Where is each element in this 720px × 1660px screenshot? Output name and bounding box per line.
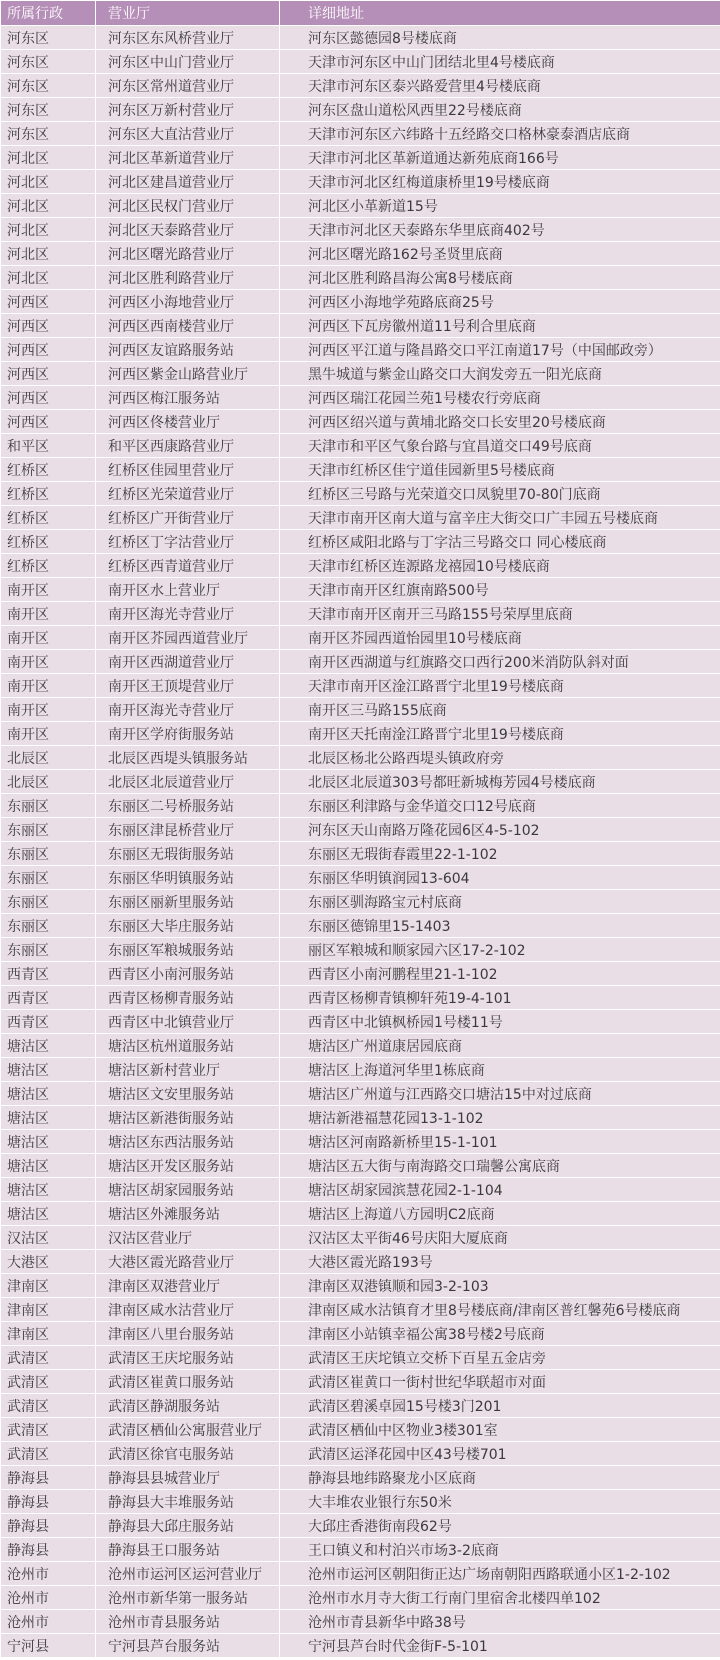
- table-row: [1, 1466, 720, 1490]
- cell-address: 天津市河东区泰兴路爱营里4号楼底商: [280, 74, 720, 98]
- cell-hall: 武清区栖仙公寓服营业厅: [96, 1418, 280, 1442]
- table-row: [1, 1394, 720, 1418]
- cell-district: 南开区: [1, 650, 96, 674]
- cell-hall: 河东区常州道营业厅: [96, 74, 280, 98]
- cell-address: 沧州市运河区朝阳街正达广场南朝阳西路联通小区1-2-102: [280, 1562, 720, 1586]
- cell-address: 沧州市水月寺大街工行南门里宿舍北楼四单102: [280, 1586, 720, 1610]
- cell-hall: 北辰区北辰道营业厅: [96, 770, 280, 794]
- cell-district: 塘沽区: [1, 1034, 96, 1058]
- table-row: [1, 1010, 720, 1034]
- table-row: [1, 506, 720, 530]
- cell-district: 东丽区: [1, 890, 96, 914]
- cell-district: 东丽区: [1, 938, 96, 962]
- table-row: [1, 26, 720, 50]
- cell-address: 塘沽区五大街与南海路交口瑞馨公寓底商: [280, 1154, 720, 1178]
- table-row: [1, 434, 720, 458]
- table-row: [1, 1586, 720, 1610]
- cell-hall: 南开区海光寺营业厅: [96, 698, 280, 722]
- cell-hall: 塘沽区开发区服务站: [96, 1154, 280, 1178]
- table-row: [1, 1154, 720, 1178]
- cell-address: 汉沽区太平街46号庆阳大厦底商: [280, 1226, 720, 1250]
- cell-hall: 河北区曙光路营业厅: [96, 242, 280, 266]
- cell-hall: 塘沽区外滩服务站: [96, 1202, 280, 1226]
- cell-hall: 和平区西康路营业厅: [96, 434, 280, 458]
- cell-district: 西青区: [1, 986, 96, 1010]
- table-row: [1, 1442, 720, 1466]
- table-row: [1, 98, 720, 122]
- cell-hall: 武清区静湖服务站: [96, 1394, 280, 1418]
- cell-hall: 大港区霞光路营业厅: [96, 1250, 280, 1274]
- cell-address: 宁河县芦台时代金街F-5-101: [280, 1634, 720, 1658]
- cell-address: 天津市南开区淦江路晋宁北里19号楼底商: [280, 674, 720, 698]
- cell-hall: 南开区海光寺营业厅: [96, 602, 280, 626]
- cell-district: 红桥区: [1, 506, 96, 530]
- table-row: [1, 866, 720, 890]
- cell-district: 河东区: [1, 122, 96, 146]
- cell-hall: 北辰区西堤头镇服务站: [96, 746, 280, 770]
- cell-address: 静海县地纬路聚龙小区底商: [280, 1466, 720, 1490]
- table-row: [1, 530, 720, 554]
- table-row: [1, 1034, 720, 1058]
- cell-district: 北辰区: [1, 770, 96, 794]
- cell-district: 河北区: [1, 170, 96, 194]
- cell-hall: 津南区咸水沽营业厅: [96, 1298, 280, 1322]
- cell-hall: 塘沽区新港街服务站: [96, 1106, 280, 1130]
- table-row: [1, 194, 720, 218]
- cell-hall: 津南区八里台服务站: [96, 1322, 280, 1346]
- cell-district: 和平区: [1, 434, 96, 458]
- cell-hall: 红桥区光荣道营业厅: [96, 482, 280, 506]
- cell-address: 东丽区华明镇润园13-604: [280, 866, 720, 890]
- cell-district: 静海县: [1, 1514, 96, 1538]
- table-row: [1, 218, 720, 242]
- cell-district: 塘沽区: [1, 1130, 96, 1154]
- cell-address: 武清区碧溪卓园15号楼3门201: [280, 1394, 720, 1418]
- cell-district: 东丽区: [1, 842, 96, 866]
- cell-hall: 河西区西南楼营业厅: [96, 314, 280, 338]
- table-row: [1, 314, 720, 338]
- table-row: [1, 1514, 720, 1538]
- cell-hall: 河东区东风桥营业厅: [96, 26, 280, 50]
- cell-district: 河东区: [1, 74, 96, 98]
- cell-address: 塘沽区河南路新桥里15-1-101: [280, 1130, 720, 1154]
- cell-hall: 河北区民权门营业厅: [96, 194, 280, 218]
- cell-hall: 塘沽区胡家园服务站: [96, 1178, 280, 1202]
- cell-district: 沧州市: [1, 1610, 96, 1634]
- cell-district: 塘沽区: [1, 1058, 96, 1082]
- cell-district: 东丽区: [1, 914, 96, 938]
- cell-address: 河北区曙光路162号圣贤里底商: [280, 242, 720, 266]
- cell-address: 津南区咸水沽镇育才里8号楼底商/津南区普红馨苑6号楼底商: [280, 1298, 720, 1322]
- table-row: [1, 1178, 720, 1202]
- cell-district: 静海县: [1, 1538, 96, 1562]
- cell-district: 东丽区: [1, 866, 96, 890]
- cell-address: 天津市河北区红梅道康桥里19号楼底商: [280, 170, 720, 194]
- table-row: [1, 458, 720, 482]
- cell-hall: 河西区佟楼营业厅: [96, 410, 280, 434]
- cell-district: 大港区: [1, 1250, 96, 1274]
- cell-district: 武清区: [1, 1370, 96, 1394]
- cell-address: 武清区王庆坨镇立交桥下百星五金店旁: [280, 1346, 720, 1370]
- table-row: [1, 1562, 720, 1586]
- cell-district: 河北区: [1, 218, 96, 242]
- cell-hall: 东丽区华明镇服务站: [96, 866, 280, 890]
- cell-address: 东丽区德锦里15-1403: [280, 914, 720, 938]
- cell-hall: 河西区友谊路服务站: [96, 338, 280, 362]
- cell-district: 南开区: [1, 698, 96, 722]
- header-address: 详细地址: [280, 1, 720, 26]
- cell-district: 津南区: [1, 1298, 96, 1322]
- table-row: [1, 122, 720, 146]
- cell-address: 河西区小海地学苑路底商25号: [280, 290, 720, 314]
- table-row: [1, 146, 720, 170]
- cell-address: 西青区中北镇枫桥园1号楼11号: [280, 1010, 720, 1034]
- table-row: [1, 170, 720, 194]
- cell-address: 津南区小站镇幸福公寓38号楼2号底商: [280, 1322, 720, 1346]
- cell-district: 河西区: [1, 410, 96, 434]
- cell-address: 天津市南开区红旗南路500号: [280, 578, 720, 602]
- cell-address: 塘沽区广州道康居园底商: [280, 1034, 720, 1058]
- table-row: [1, 338, 720, 362]
- cell-hall: 静海县王口服务站: [96, 1538, 280, 1562]
- header-hall: 营业厅: [96, 1, 280, 26]
- cell-address: 北辰区杨北公路西堤头镇政府旁: [280, 746, 720, 770]
- cell-district: 武清区: [1, 1346, 96, 1370]
- cell-address: 河西区下瓦房徽州道11号利合里底商: [280, 314, 720, 338]
- header-district: 所属行政: [1, 1, 96, 26]
- cell-address: 武清区崔黄口一街村世纪华联超市对面: [280, 1370, 720, 1394]
- cell-address: 武清区栖仙中区物业3楼301室: [280, 1418, 720, 1442]
- table-row: [1, 386, 720, 410]
- cell-district: 南开区: [1, 626, 96, 650]
- cell-hall: 塘沽区新村营业厅: [96, 1058, 280, 1082]
- cell-hall: 河北区建昌道营业厅: [96, 170, 280, 194]
- cell-district: 宁河县: [1, 1634, 96, 1658]
- table-row: [1, 362, 720, 386]
- table-row: [1, 1202, 720, 1226]
- cell-address: 大丰堆农业银行东50米: [280, 1490, 720, 1514]
- cell-address: 东丽区利津路与金华道交口12号底商: [280, 794, 720, 818]
- cell-address: 黑牛城道与紫金山路交口大润发旁五一阳光底商: [280, 362, 720, 386]
- cell-district: 北辰区: [1, 746, 96, 770]
- cell-hall: 南开区王顶堤营业厅: [96, 674, 280, 698]
- cell-district: 塘沽区: [1, 1202, 96, 1226]
- cell-address: 天津市红桥区连源路龙禧园10号楼底商: [280, 554, 720, 578]
- cell-hall: 河北区革新道营业厅: [96, 146, 280, 170]
- cell-hall: 宁河县芦台服务站: [96, 1634, 280, 1658]
- cell-district: 河西区: [1, 290, 96, 314]
- cell-address: 东丽区无瑕街春霞里22-1-102: [280, 842, 720, 866]
- cell-address: 河西区瑞江花园兰苑1号楼农行旁底商: [280, 386, 720, 410]
- cell-address: 塘沽区广州道与江西路交口塘沽15中对过底商: [280, 1082, 720, 1106]
- cell-district: 河西区: [1, 386, 96, 410]
- cell-district: 河东区: [1, 50, 96, 74]
- cell-hall: 东丽区无瑕街服务站: [96, 842, 280, 866]
- cell-hall: 东丽区军粮城服务站: [96, 938, 280, 962]
- table-row: [1, 698, 720, 722]
- table-row: [1, 914, 720, 938]
- cell-district: 武清区: [1, 1442, 96, 1466]
- cell-address: 河北区小革新道15号: [280, 194, 720, 218]
- cell-district: 河北区: [1, 194, 96, 218]
- cell-district: 津南区: [1, 1274, 96, 1298]
- cell-district: 南开区: [1, 674, 96, 698]
- table-row: [1, 746, 720, 770]
- cell-address: 河西区绍兴道与黄埔北路交口长安里20号楼底商: [280, 410, 720, 434]
- table-header-row: [1, 1, 720, 26]
- cell-hall: 红桥区丁字沽营业厅: [96, 530, 280, 554]
- cell-district: 南开区: [1, 602, 96, 626]
- cell-address: 天津市南开区南大道与富辛庄大街交口广丰园五号楼底商: [280, 506, 720, 530]
- table-row: [1, 1418, 720, 1442]
- cell-district: 红桥区: [1, 458, 96, 482]
- cell-hall: 东丽区丽新里服务站: [96, 890, 280, 914]
- cell-address: 天津市南开区南开三马路155号荣厚里底商: [280, 602, 720, 626]
- cell-district: 河西区: [1, 338, 96, 362]
- table-row: [1, 74, 720, 98]
- cell-address: 塘沽区上海道八方园明C2底商: [280, 1202, 720, 1226]
- cell-address: 天津市河东区六纬路十五经路交口格林豪泰酒店底商: [280, 122, 720, 146]
- cell-hall: 河北区天泰路营业厅: [96, 218, 280, 242]
- table-row: [1, 266, 720, 290]
- cell-hall: 河西区小海地营业厅: [96, 290, 280, 314]
- cell-district: 西青区: [1, 1010, 96, 1034]
- cell-district: 静海县: [1, 1466, 96, 1490]
- cell-hall: 东丽区二号桥服务站: [96, 794, 280, 818]
- table-row: [1, 890, 720, 914]
- cell-district: 津南区: [1, 1322, 96, 1346]
- cell-address: 西青区小南河鹏程里21-1-102: [280, 962, 720, 986]
- cell-hall: 沧州市运河区运河营业厅: [96, 1562, 280, 1586]
- cell-hall: 红桥区西青道营业厅: [96, 554, 280, 578]
- cell-hall: 东丽区津昆桥营业厅: [96, 818, 280, 842]
- cell-address: 南开区三马路155底商: [280, 698, 720, 722]
- cell-address: 北辰区北辰道303号都旺新城梅芳园4号楼底商: [280, 770, 720, 794]
- table-row: [1, 1226, 720, 1250]
- table-row: [1, 1322, 720, 1346]
- table-row: [1, 290, 720, 314]
- cell-hall: 红桥区佳园里营业厅: [96, 458, 280, 482]
- table-row: [1, 242, 720, 266]
- cell-address: 津南区双港镇顺和园3-2-103: [280, 1274, 720, 1298]
- cell-hall: 河东区大直沽营业厅: [96, 122, 280, 146]
- cell-hall: 西青区小南河服务站: [96, 962, 280, 986]
- cell-address: 大港区霞光路193号: [280, 1250, 720, 1274]
- cell-district: 红桥区: [1, 554, 96, 578]
- cell-address: 塘沽区上海道河华里1栋底商: [280, 1058, 720, 1082]
- cell-hall: 河西区紫金山路营业厅: [96, 362, 280, 386]
- cell-address: 沧州市青县新华中路38号: [280, 1610, 720, 1634]
- cell-hall: 西青区中北镇营业厅: [96, 1010, 280, 1034]
- cell-district: 南开区: [1, 722, 96, 746]
- cell-hall: 津南区双港营业厅: [96, 1274, 280, 1298]
- cell-district: 河北区: [1, 242, 96, 266]
- cell-address: 大邱庄香港街南段62号: [280, 1514, 720, 1538]
- cell-hall: 河东区中山门营业厅: [96, 50, 280, 74]
- cell-district: 河北区: [1, 146, 96, 170]
- table-row: [1, 1274, 720, 1298]
- table-row: [1, 1298, 720, 1322]
- cell-hall: 河东区万新村营业厅: [96, 98, 280, 122]
- cell-district: 塘沽区: [1, 1178, 96, 1202]
- cell-district: 河东区: [1, 26, 96, 50]
- cell-district: 武清区: [1, 1418, 96, 1442]
- table-row: [1, 410, 720, 434]
- cell-district: 塘沽区: [1, 1154, 96, 1178]
- cell-hall: 武清区崔黄口服务站: [96, 1370, 280, 1394]
- table-row: [1, 578, 720, 602]
- cell-district: 静海县: [1, 1490, 96, 1514]
- cell-address: 河东区盘山道松风西里22号楼底商: [280, 98, 720, 122]
- cell-address: 天津市河东区中山门团结北里4号楼底商: [280, 50, 720, 74]
- cell-hall: 静海县县城营业厅: [96, 1466, 280, 1490]
- table-body: [1, 26, 720, 1658]
- cell-district: 塘沽区: [1, 1082, 96, 1106]
- cell-address: 武清区运泽花园中区43号楼701: [280, 1442, 720, 1466]
- table-row: [1, 722, 720, 746]
- table-row: [1, 938, 720, 962]
- cell-address: 红桥区三号路与光荣道交口凤貌里70-80门底商: [280, 482, 720, 506]
- cell-address: 南开区天托南淦江路晋宁北里19号楼底商: [280, 722, 720, 746]
- cell-hall: 南开区水上营业厅: [96, 578, 280, 602]
- cell-address: 丽区军粮城和顺家园六区17-2-102: [280, 938, 720, 962]
- cell-district: 河西区: [1, 314, 96, 338]
- cell-district: 沧州市: [1, 1562, 96, 1586]
- cell-hall: 静海县大邱庄服务站: [96, 1514, 280, 1538]
- cell-address: 河东区懿德园8号楼底商: [280, 26, 720, 50]
- table-row: [1, 626, 720, 650]
- cell-hall: 武清区王庆坨服务站: [96, 1346, 280, 1370]
- table-row: [1, 50, 720, 74]
- table-row: [1, 1130, 720, 1154]
- table-row: [1, 1106, 720, 1130]
- table-row: [1, 482, 720, 506]
- cell-district: 西青区: [1, 962, 96, 986]
- cell-address: 河东区天山南路万隆花园6区4-5-102: [280, 818, 720, 842]
- cell-hall: 河北区胜利路营业厅: [96, 266, 280, 290]
- table-row: [1, 674, 720, 698]
- cell-address: 天津市红桥区佳宁道佳园新里5号楼底商: [280, 458, 720, 482]
- cell-hall: 南开区西湖道营业厅: [96, 650, 280, 674]
- cell-hall: 塘沽区杭州道服务站: [96, 1034, 280, 1058]
- cell-address: 西青区杨柳青镇柳轩苑19-4-101: [280, 986, 720, 1010]
- cell-district: 红桥区: [1, 530, 96, 554]
- cell-district: 河东区: [1, 98, 96, 122]
- table-row: [1, 1634, 720, 1658]
- table-row: [1, 1346, 720, 1370]
- cell-address: 河北区胜利路昌海公寓8号楼底商: [280, 266, 720, 290]
- cell-hall: 汉沽区营业厅: [96, 1226, 280, 1250]
- cell-hall: 沧州市青县服务站: [96, 1610, 280, 1634]
- cell-hall: 塘沽区东西沽服务站: [96, 1130, 280, 1154]
- cell-hall: 西青区杨柳青服务站: [96, 986, 280, 1010]
- cell-address: 天津市和平区气象台路与宜昌道交口49号底商: [280, 434, 720, 458]
- cell-district: 河北区: [1, 266, 96, 290]
- cell-district: 河西区: [1, 362, 96, 386]
- cell-hall: 沧州市新华第一服务站: [96, 1586, 280, 1610]
- cell-district: 武清区: [1, 1394, 96, 1418]
- cell-district: 汉沽区: [1, 1226, 96, 1250]
- cell-district: 红桥区: [1, 482, 96, 506]
- table-row: [1, 1370, 720, 1394]
- cell-address: 塘沽区胡家园滨慧花园2-1-104: [280, 1178, 720, 1202]
- table-row: [1, 602, 720, 626]
- cell-address: 河西区平江道与隆昌路交口平江南道17号（中国邮政旁）: [280, 338, 720, 362]
- table-row: [1, 770, 720, 794]
- table-row: [1, 1610, 720, 1634]
- table-row: [1, 1058, 720, 1082]
- table-row: [1, 1082, 720, 1106]
- cell-hall: 河西区梅江服务站: [96, 386, 280, 410]
- cell-hall: 武清区徐官屯服务站: [96, 1442, 280, 1466]
- cell-address: 东丽区驯海路宝元村底商: [280, 890, 720, 914]
- cell-address: 天津市河北区革新道通达新苑底商166号: [280, 146, 720, 170]
- cell-district: 塘沽区: [1, 1106, 96, 1130]
- cell-district: 沧州市: [1, 1586, 96, 1610]
- cell-address: 天津市河北区天泰路东华里底商402号: [280, 218, 720, 242]
- cell-address: 南开区芥园西道怡园里10号楼底商: [280, 626, 720, 650]
- cell-hall: 红桥区广开街营业厅: [96, 506, 280, 530]
- cell-hall: 南开区学府街服务站: [96, 722, 280, 746]
- cell-hall: 塘沽区文安里服务站: [96, 1082, 280, 1106]
- cell-district: 东丽区: [1, 818, 96, 842]
- cell-district: 东丽区: [1, 794, 96, 818]
- cell-district: 南开区: [1, 578, 96, 602]
- table-row: [1, 986, 720, 1010]
- table-row: [1, 962, 720, 986]
- cell-address: 红桥区咸阳北路与丁字沽三号路交口 同心楼底商: [280, 530, 720, 554]
- cell-address: 南开区西湖道与红旗路交口西行200米消防队斜对面: [280, 650, 720, 674]
- cell-hall: 东丽区大毕庄服务站: [96, 914, 280, 938]
- cell-hall: 静海县大丰堆服务站: [96, 1490, 280, 1514]
- cell-address: 塘沽新港福慧花园13-1-102: [280, 1106, 720, 1130]
- table-row: [1, 650, 720, 674]
- cell-hall: 南开区芥园西道营业厅: [96, 626, 280, 650]
- table-row: [1, 1250, 720, 1274]
- cell-address: 王口镇义和村泊兴市场3-2底商: [280, 1538, 720, 1562]
- table-row: [1, 794, 720, 818]
- table-row: [1, 1490, 720, 1514]
- table-row: [1, 818, 720, 842]
- table-row: [1, 1538, 720, 1562]
- table-row: [1, 842, 720, 866]
- table-row: [1, 554, 720, 578]
